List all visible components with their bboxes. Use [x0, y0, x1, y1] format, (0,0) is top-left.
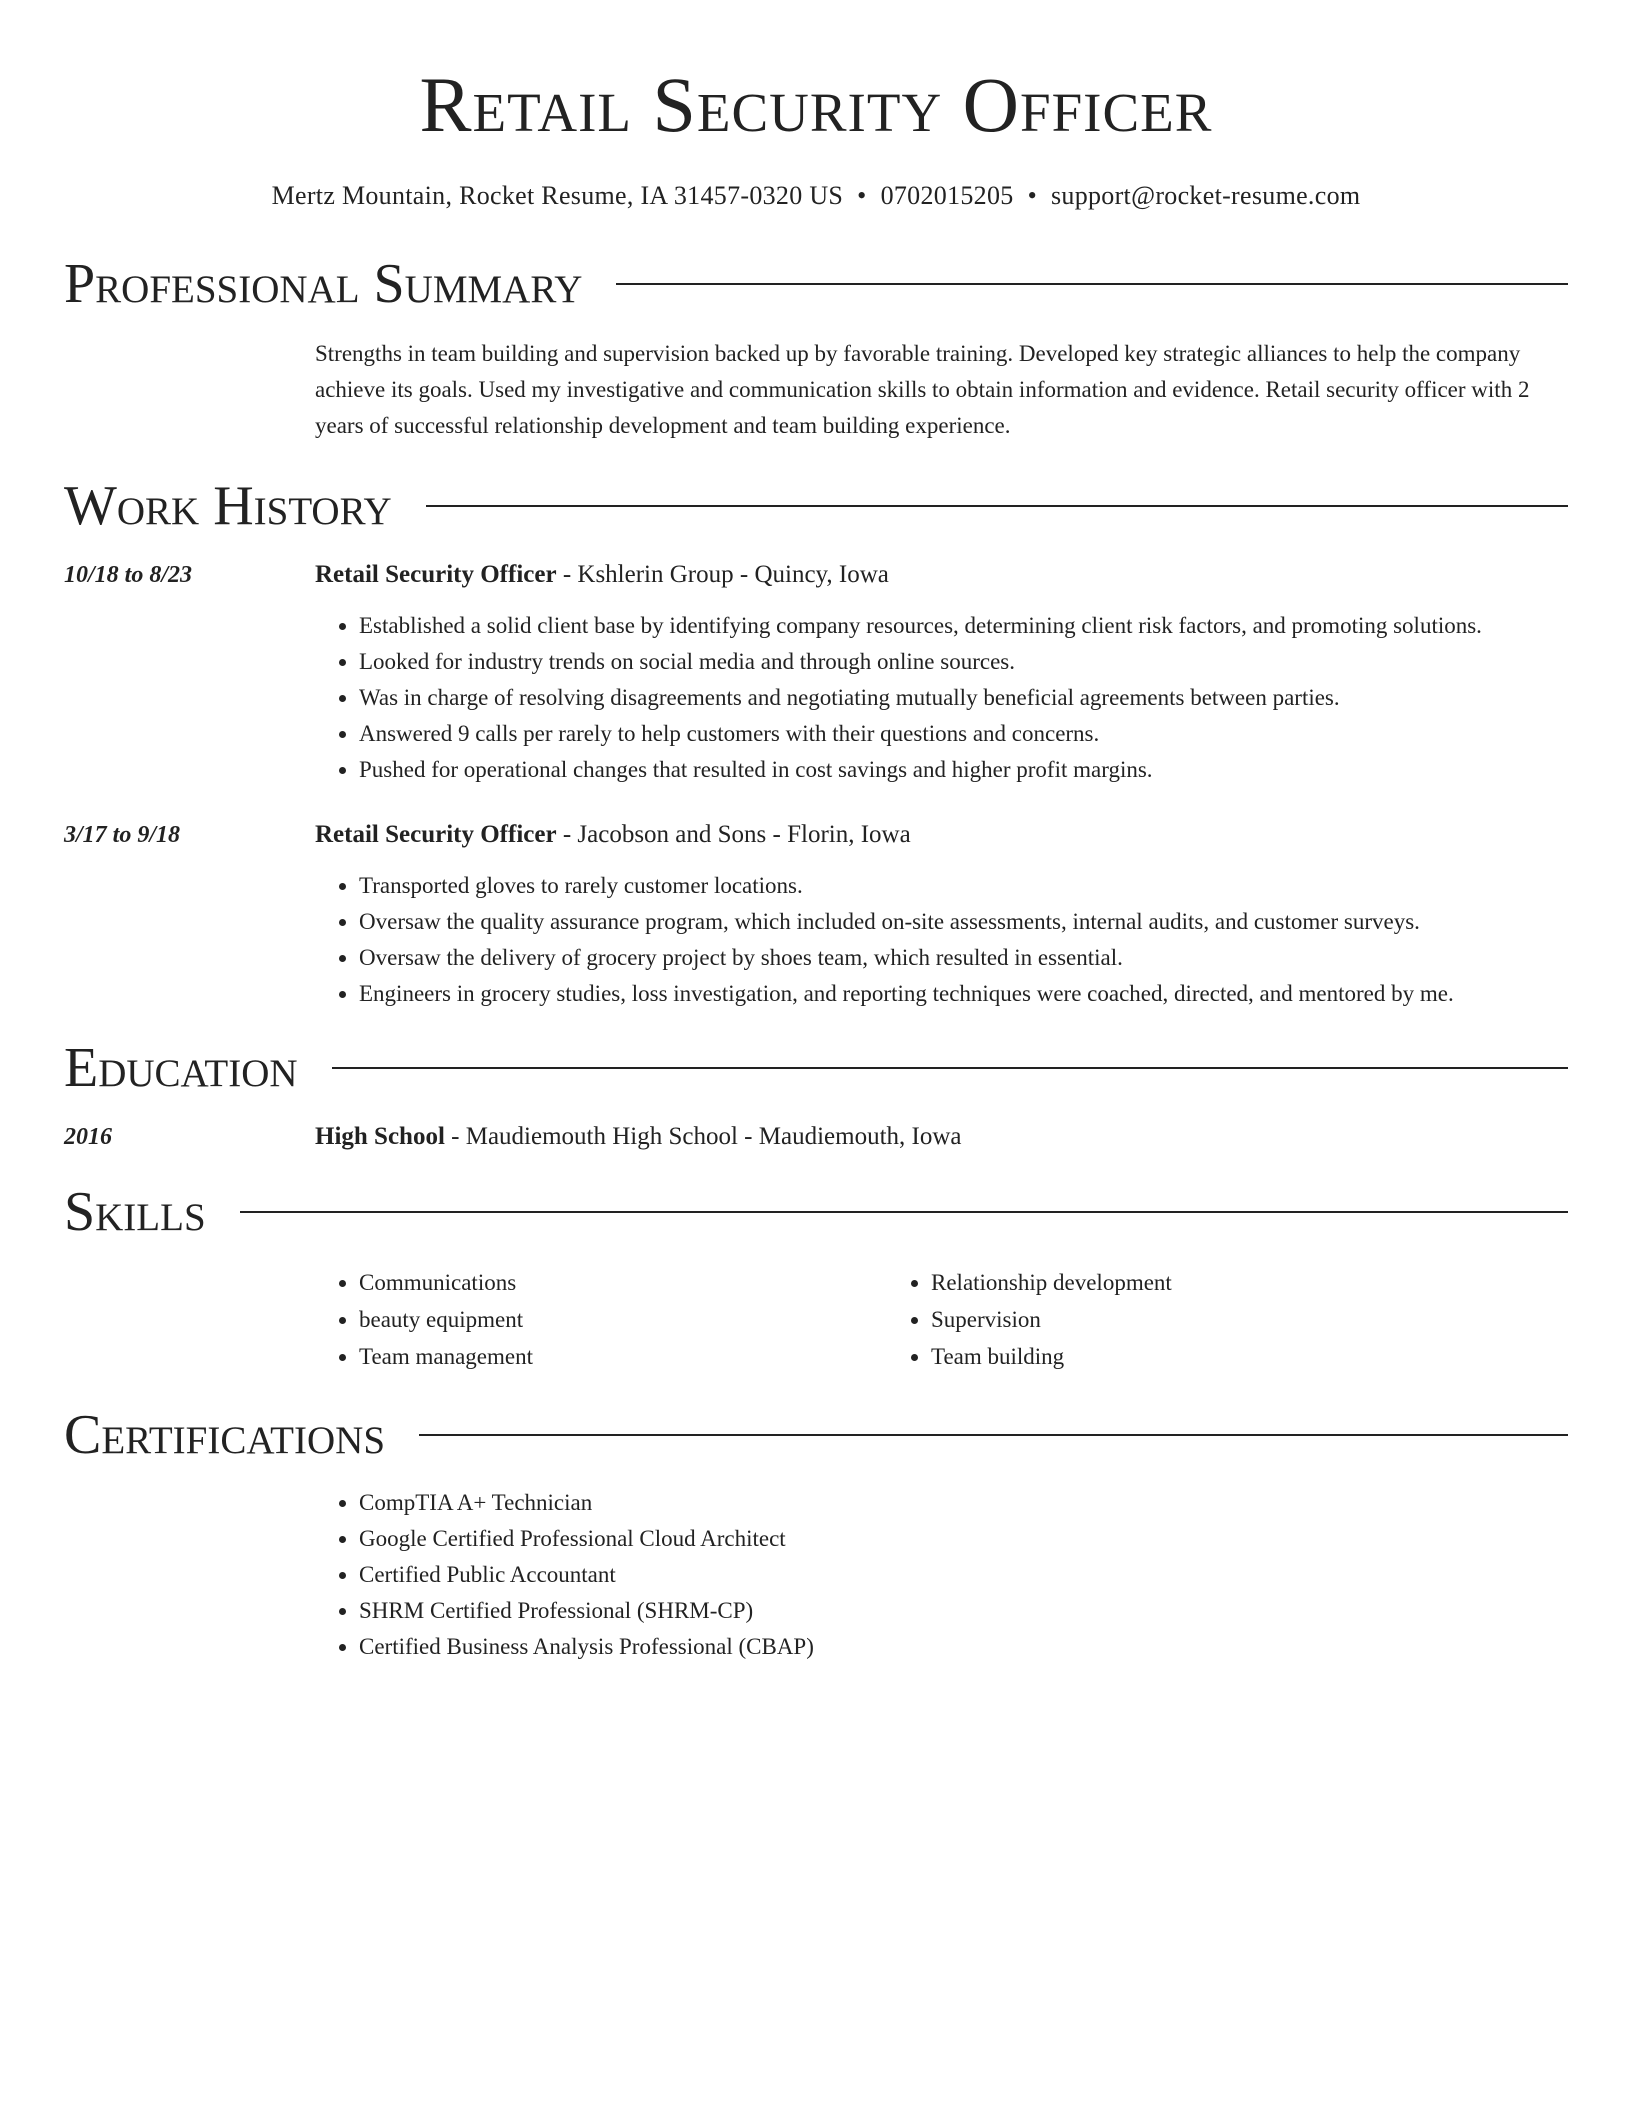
job-details: - Jacobson and Sons - Florin, Iowa [556, 821, 911, 848]
job-bullets [315, 608, 1568, 788]
job-role: Retail Security Officer [315, 561, 557, 588]
resume-title: Retail Security Officer [419, 61, 1213, 148]
contact-separator: • [1027, 181, 1037, 210]
certifications-list [315, 1485, 1568, 1665]
job-bullet: • Transported gloves to rarely customer locations. [359, 868, 1568, 904]
job-body [315, 818, 1568, 1012]
certifications-section-title: Certifications [64, 1404, 386, 1466]
job-role: Retail Security Officer [315, 821, 557, 848]
certification-item: • Certified Business Analysis Professional (CBAP) [359, 1629, 1568, 1665]
job-bullet: • Pushed for operational changes that resulted in cost savings and higher profit margins. [359, 752, 1568, 788]
section-divider [419, 1434, 1568, 1436]
education-body [315, 1120, 1568, 1154]
skill-item: • beauty equipment [359, 1301, 887, 1338]
contact-address: Mertz Mountain, Rocket Resume, IA 31457-0320 US [271, 181, 844, 210]
skill-item: • Relationship development [931, 1264, 1459, 1301]
skill-item: • Supervision [931, 1301, 1459, 1338]
contact-line [64, 180, 1568, 212]
job-bullet: • Engineers in grocery studies, loss investigation, and reporting techniques were coached, directed, and mentored by me. [359, 976, 1568, 1012]
job-headline [315, 558, 1568, 592]
certification-item: • Google Certified Professional Cloud Architect [359, 1521, 1568, 1557]
skills-section-header [64, 1180, 1568, 1244]
work-section-title: Work History [64, 475, 392, 537]
job-bullet: • Answered 9 calls per rarely to help customers with their questions and concerns. [359, 716, 1568, 752]
job-bullet: • Was in charge of resolving disagreements and negotiating mutually beneficial agreements between parties. [359, 680, 1568, 716]
certifications-bullets [315, 1485, 1568, 1665]
job-dates: 3/17 to 9/18 [64, 822, 181, 848]
skill-item: • Team building [931, 1338, 1459, 1375]
education-year: 2016 [64, 1124, 112, 1150]
job-details: - Kshlerin Group - Quincy, Iowa [556, 561, 889, 588]
job-bullet: • Looked for industry trends on social media and through online sources. [359, 644, 1568, 680]
skills-column-right [887, 1264, 1459, 1375]
certification-item: • SHRM Certified Professional (SHRM-CP) [359, 1593, 1568, 1629]
education-section-title: Education [64, 1037, 298, 1099]
section-divider [616, 283, 1568, 285]
summary-text: Strengths in team building and supervision backed up by favorable training. Developed key strategic alliances to help the company achieve its goals. Used my investigative and communication skills to obtain information and evidence. Retail security officer with 2 years of successful relationship development and team building experience. [315, 341, 1530, 438]
education-headline [315, 1120, 1568, 1154]
skills-section-title: Skills [64, 1181, 206, 1243]
education-entry [64, 1120, 1568, 1154]
job-entry [64, 818, 1568, 1012]
job-dates: 10/18 to 8/23 [64, 562, 193, 588]
contact-email: support@rocket-resume.com [1050, 181, 1361, 210]
skill-item: • Team management [359, 1338, 887, 1375]
work-section-header [64, 474, 1568, 538]
contact-phone: 0702015205 [880, 181, 1014, 210]
skills-column-left [315, 1264, 887, 1375]
skill-item: • Communications [359, 1264, 887, 1301]
summary-section-header [64, 252, 1568, 316]
certification-item: • Certified Public Accountant [359, 1557, 1568, 1593]
summary-section-title: Professional Summary [64, 253, 583, 315]
job-bullet: • Oversaw the quality assurance program, which included on-site assessments, internal audits, and customer surveys. [359, 904, 1568, 940]
education-section-header [64, 1036, 1568, 1100]
resume-page [64, 0, 1568, 1665]
job-bullet: • Oversaw the delivery of grocery project by shoes team, which resulted in essential. [359, 940, 1568, 976]
job-headline [315, 818, 1568, 852]
section-divider [426, 505, 1568, 507]
skills-grid [315, 1264, 1568, 1375]
job-bullets [315, 868, 1568, 1012]
contact-separator: • [857, 181, 867, 210]
education-details: - Maudiemouth High School - Maudiemouth, Iowa [444, 1123, 962, 1150]
job-body [315, 558, 1568, 788]
job-entry [64, 558, 1568, 788]
certification-item: • CompTIA A+ Technician [359, 1485, 1568, 1521]
job-bullet: • Established a solid client base by identifying company resources, determining client risk factors, and promoting solutions. [359, 608, 1568, 644]
education-degree: High School [315, 1123, 445, 1150]
certifications-section-header [64, 1403, 1568, 1467]
section-divider [240, 1211, 1568, 1213]
section-divider [332, 1067, 1568, 1069]
